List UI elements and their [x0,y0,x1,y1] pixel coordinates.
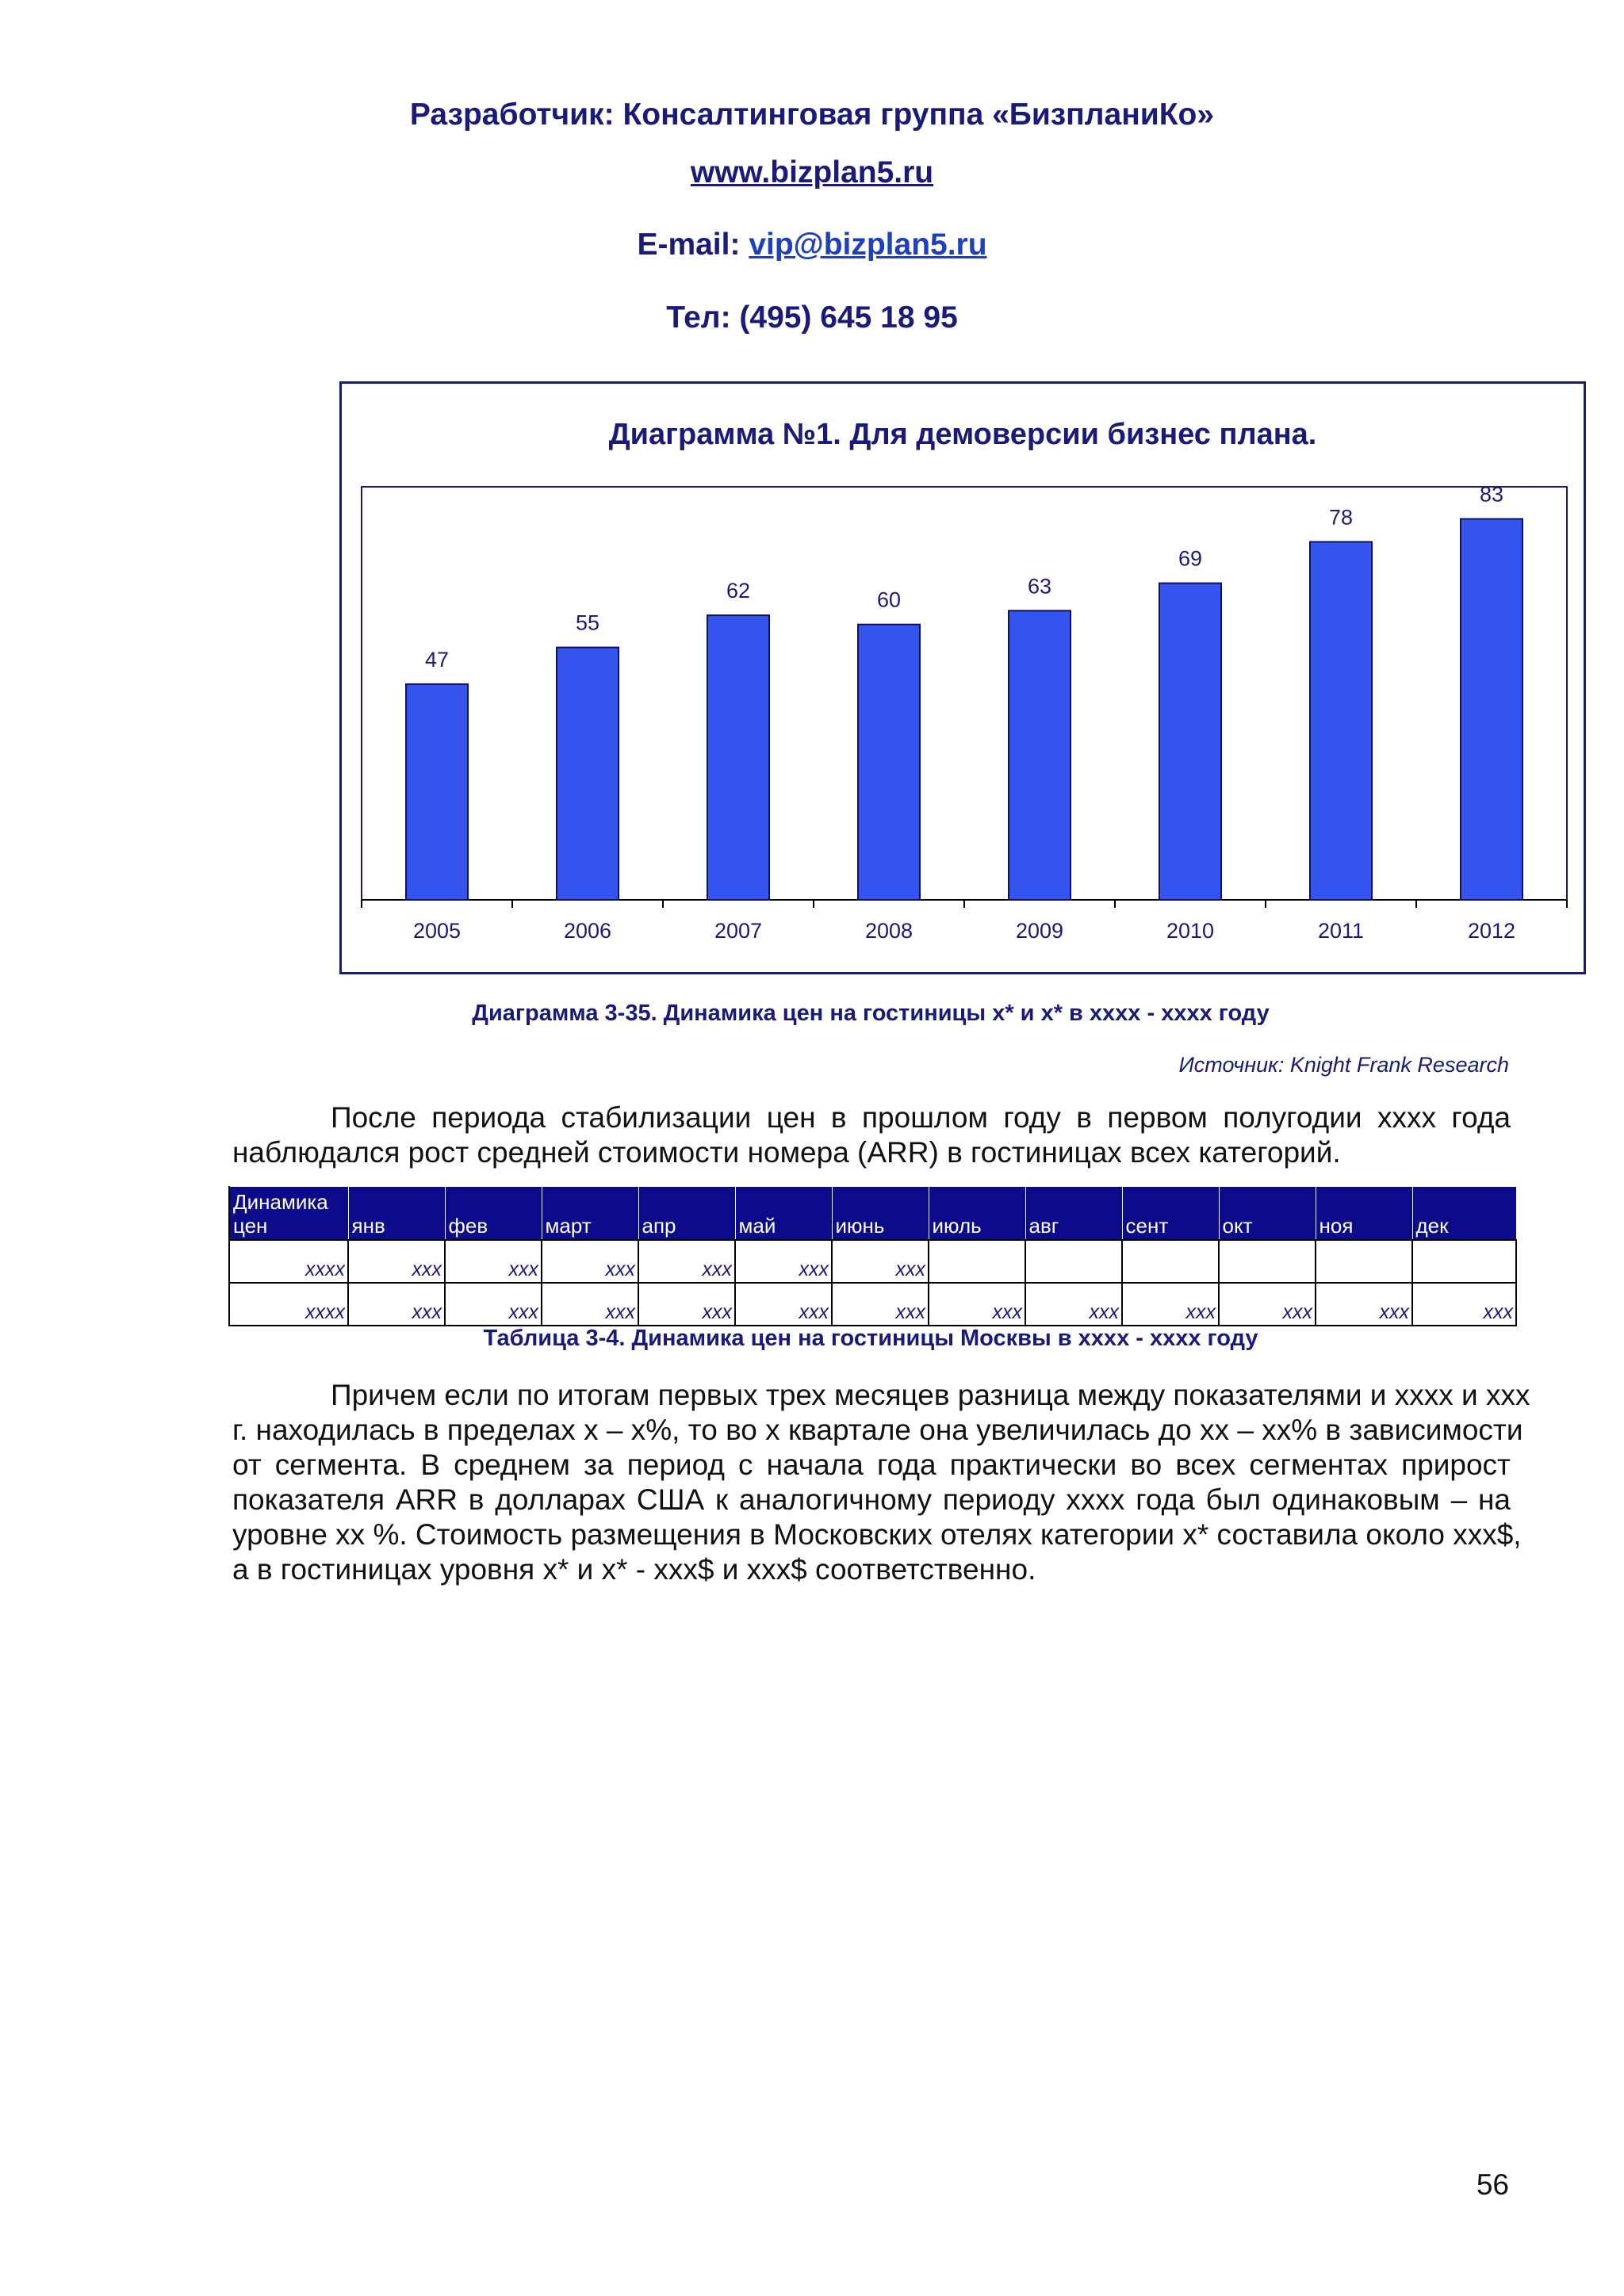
table-header-cell [229,1187,348,1240]
x-tick-label: 2012 [1467,919,1516,943]
table-row [229,1283,1516,1326]
table-cell [929,1240,1025,1283]
bar [1461,519,1522,900]
x-tick-label: 2006 [563,919,612,943]
table-cell: xxx [1122,1283,1219,1326]
table-header-cell: июль [929,1187,1025,1240]
table-cell: xxx [832,1240,929,1283]
table-cell [1412,1240,1516,1283]
paragraph-line: а в гостиницах уровня x* и x* - xxx$ и xxx$ соответственно. [232,1553,1036,1586]
phone-line: Тел: (495) 645 18 95 [666,300,958,335]
paragraph-line: Причем если по итогам первых трех месяцев разница между показателями и xxxx и xxx [331,1379,1530,1411]
table-cell: xxx [638,1283,735,1326]
table-cell [1122,1240,1219,1283]
developer-line: Разработчик: Консалтинговая группа «БизпланиКо» [409,98,1215,132]
table-cell: xxx [735,1283,832,1326]
bar-data-label: 69 [1178,546,1203,571]
plot-area [362,487,1567,900]
table-cell: xxx [1219,1283,1316,1326]
website-link-line [0,153,1624,193]
x-tick-label: 2011 [1317,919,1365,943]
table-header-cell: май [735,1187,832,1240]
table-header-cell: фев [445,1187,542,1240]
chart-caption: Диаграмма 3-35. Динамика цен на гостиницы x* и x* в xxxx - xxxx году [472,1001,1270,1026]
table-cell: xxx [348,1240,445,1283]
bar [1009,610,1071,900]
bar [1310,541,1372,900]
bar-chart [342,384,1584,972]
table-header-cell: июнь [832,1187,929,1240]
table-header-cell: сент [1122,1187,1219,1240]
bar-data-label: 47 [424,647,450,672]
email-line [0,225,1624,265]
paragraph-line: наблюдался рост средней стоимости номера (ARR) в гостиницах всех категорий. [232,1136,1341,1169]
table-caption: Таблица 3-4. Динамика цен на гостиницы Москвы в xxxx - xxxx году [483,1326,1258,1351]
chart-title: Диаграмма №1. Для демоверсии бизнес плана. [608,418,1317,451]
table-cell: xxxx [229,1283,348,1326]
paragraph-line: показателя ARR в долларах США к аналогичному периоду xxxx года был одинаковым – на [232,1483,1511,1516]
table-header-cell: авг [1025,1187,1122,1240]
table-cell: xxx [1316,1283,1412,1326]
table-cell: xxx [832,1283,929,1326]
paragraph-1 [232,1100,1511,1170]
bar-data-label: 60 [876,587,902,612]
paragraph-line: уровне xx %. Стоимость размещения в Московских отелях категории x* составила около xxx$, [232,1518,1522,1551]
page-number: 56 [1476,2168,1509,2201]
table-cell: xxx [445,1283,542,1326]
bar [858,625,920,900]
table-cell: xxx [1025,1283,1122,1326]
table-header-cell: окт [1219,1187,1316,1240]
table-cell: xxxx [229,1240,348,1283]
table-header-cell: апр [638,1187,735,1240]
bar [707,615,769,900]
table-cell: xxx [735,1240,832,1283]
price-table [228,1186,1517,1326]
bar [406,684,468,900]
table-header-row [229,1187,1516,1240]
x-tick-label: 2009 [1015,919,1064,943]
bar-data-label: 63 [1027,574,1052,599]
table-header-cell: дек [1412,1187,1516,1240]
table-row [229,1240,1516,1283]
bar [557,648,619,900]
bar-data-label: 78 [1328,505,1354,530]
x-tick-label: 2005 [412,919,462,943]
table-header-cell: ноя [1316,1187,1412,1240]
table-header-cell: март [542,1187,638,1240]
paragraph-line: от сегмента. В среднем за период с начала года практически во всех сегментах прирост [232,1448,1511,1481]
x-tick-label: 2010 [1166,919,1215,943]
x-tick-label: 2008 [864,919,914,943]
table-cell: xxx [638,1240,735,1283]
website-link[interactable]: www.bizplan5.ru [690,155,934,189]
x-tick-label: 2007 [714,919,763,943]
bar-data-label: 55 [575,610,600,635]
paragraph-2 [232,1378,1530,1587]
table-cell: xxx [445,1240,542,1283]
table-cell: xxx [1412,1283,1516,1326]
table-cell [1316,1240,1412,1283]
table-header-cell: янв [348,1187,445,1240]
email-label: E-mail: [637,228,749,262]
bar [1159,584,1221,900]
chart-source: Источник: Knight Frank Research [1178,1053,1509,1077]
table-cell: xxx [542,1240,638,1283]
table-header-line2: цен [233,1213,268,1238]
table-cell [1025,1240,1122,1283]
table-cell: xxx [348,1283,445,1326]
paragraph-line: После периода стабилизации цен в прошлом году в первом полугодии xxxx года [331,1101,1511,1134]
paragraph-line: г. находилась в пределах x – x%, то во x квартале она увеличилась до xx – xx% в зависимости [232,1414,1523,1446]
table-cell: xxx [929,1283,1025,1326]
table-cell [1219,1240,1316,1283]
table-header-line1: Динамика [233,1189,328,1214]
chart-frame [339,381,1586,974]
bar-data-label: 62 [726,579,751,603]
email-link[interactable]: vip@bizplan5.ru [749,228,987,262]
bar-data-label: 83 [1479,482,1504,507]
table-cell: xxx [542,1283,638,1326]
